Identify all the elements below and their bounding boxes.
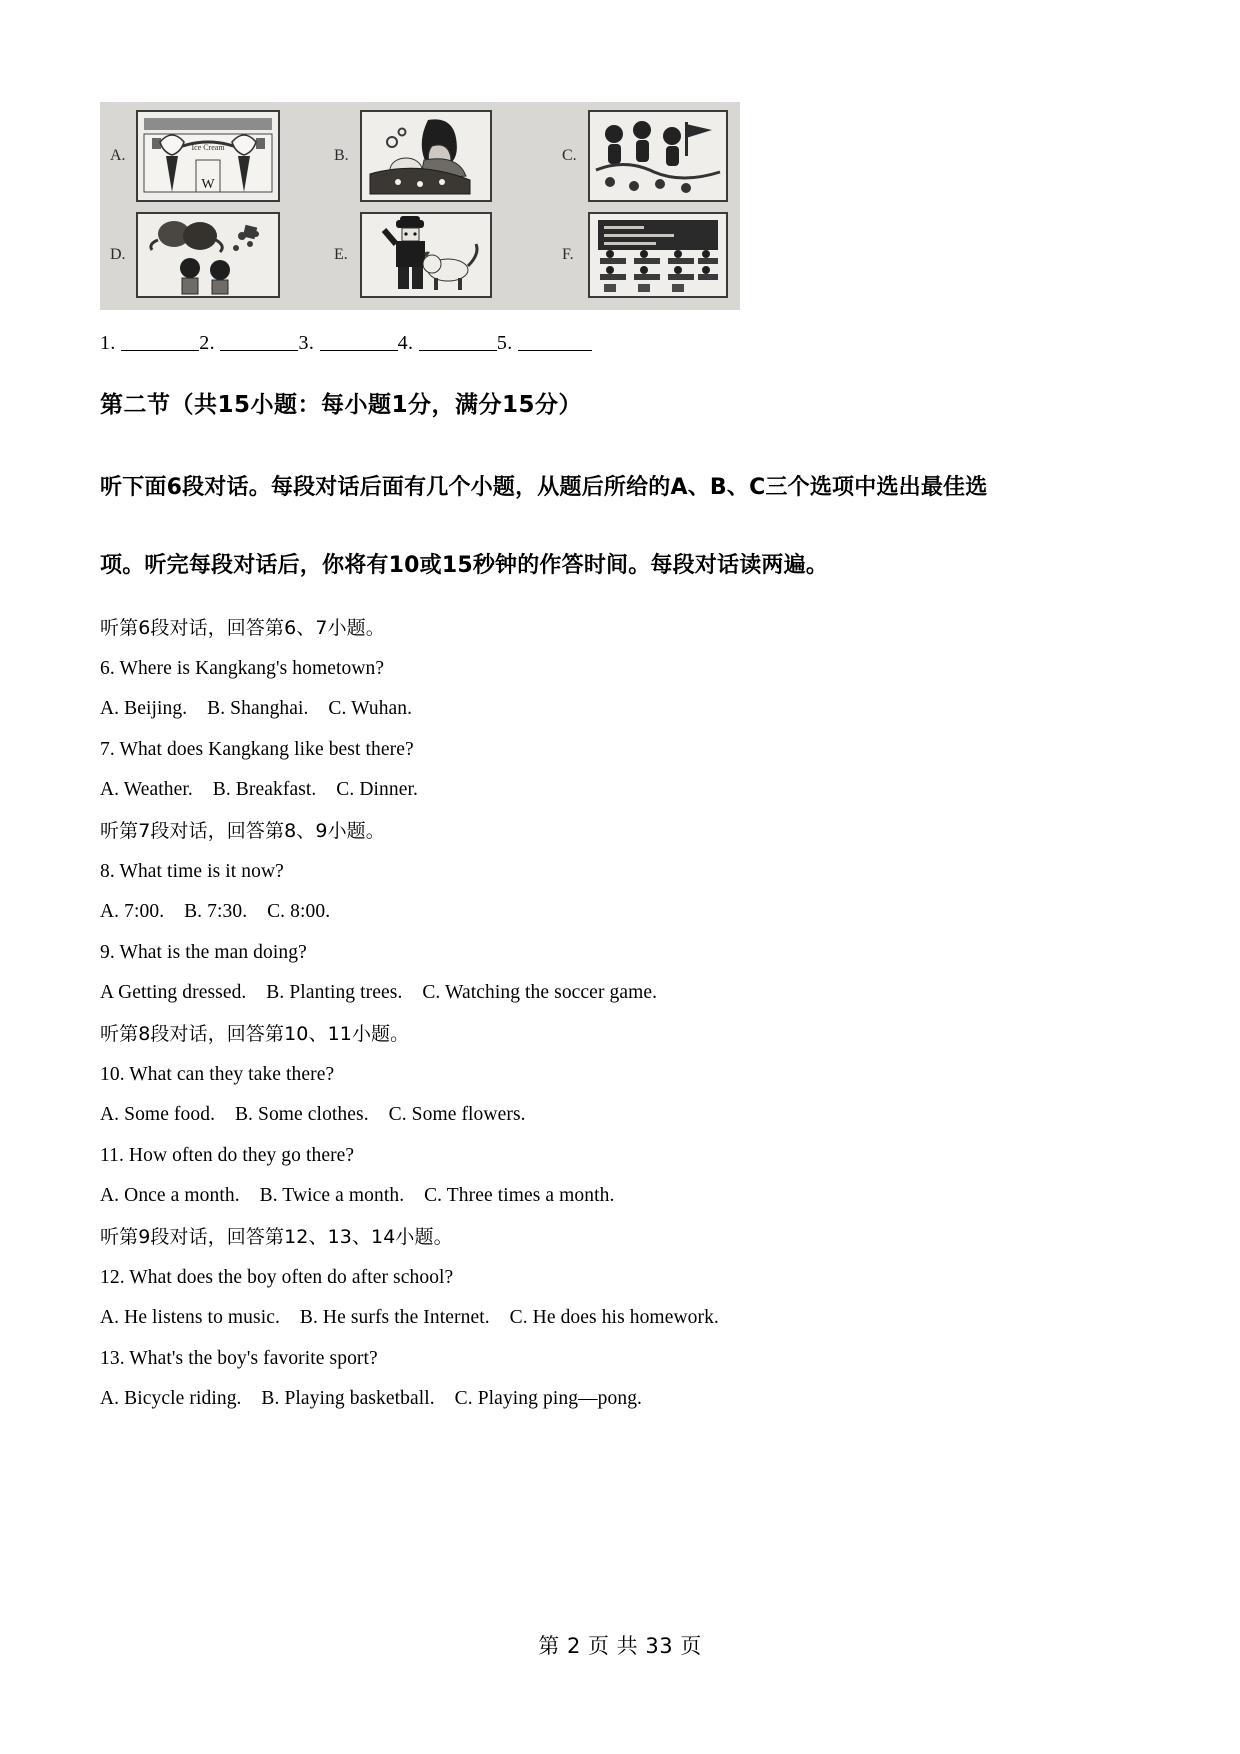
classroom-picture xyxy=(588,212,728,298)
svg-text:Ice Cream: Ice Cream xyxy=(191,143,225,152)
section-heading: 第二节（共15小题：每小题1分，满分15分） xyxy=(100,392,583,418)
question-options-8[interactable]: A. 7:00. B. 7:30. C. 8:00. xyxy=(100,901,331,923)
answer-blank-5[interactable] xyxy=(518,350,592,351)
children-watching-birds-picture xyxy=(136,212,280,298)
listening-instruction-line-2: 项。听完每段对话后，你将有10或15秒钟的作答时间。每段对话读两遍。 xyxy=(100,553,829,578)
picture-label-a: A. xyxy=(110,147,126,164)
picture-matching-strip xyxy=(100,102,740,310)
answer-number-3: 3. xyxy=(298,332,315,354)
picture-option-a xyxy=(108,110,280,202)
page-footer: 第 2 页 共 33 页 xyxy=(538,1634,702,1658)
question-stem-11: 11. How often do they go there? xyxy=(100,1144,355,1166)
listening-direction: 听第6段对话，回答第6、7小题。 xyxy=(100,617,385,639)
answer-blank-4[interactable] xyxy=(419,350,497,351)
picture-option-f xyxy=(560,212,728,298)
mother-caring-sick-child-picture xyxy=(360,110,492,202)
answer-number-4: 4. xyxy=(397,332,414,354)
question-options-9[interactable]: A Getting dressed. B. Planting trees. C. Watching the soccer game. xyxy=(100,982,658,1004)
picture-label-c: C. xyxy=(562,147,577,164)
picture-option-d xyxy=(108,212,280,298)
svg-text:W: W xyxy=(201,177,215,192)
picture-label-b: B. xyxy=(334,147,349,164)
ice-cream-shop-picture xyxy=(136,110,280,202)
picture-grid xyxy=(100,102,740,310)
listening-direction: 听第7段对话，回答第8、9小题。 xyxy=(100,819,385,842)
question-list xyxy=(100,608,1146,1420)
question-stem-7: 7. What does Kangkang like best there? xyxy=(100,738,414,760)
answer-number-2: 2. xyxy=(199,332,216,354)
question-options-6[interactable]: A. Beijing. B. Shanghai. C. Wuhan. xyxy=(100,698,413,720)
listening-instruction-line-1: 听下面6段对话。每段对话后面有几个小题，从题后所给的A、B、C三个选项中选出最佳选 xyxy=(100,475,988,500)
answer-blanks-line xyxy=(100,332,592,355)
children-playing-picture xyxy=(588,110,728,202)
answer-blank-1[interactable] xyxy=(121,350,199,351)
picture-option-e xyxy=(332,212,492,298)
question-stem-6: 6. Where is Kangkang's hometown? xyxy=(100,657,385,679)
question-options-10[interactable]: A. Some food. B. Some clothes. C. Some flowers. xyxy=(100,1104,526,1126)
picture-label-f: F. xyxy=(562,246,574,263)
policeman-with-dog-picture xyxy=(360,212,492,298)
answer-blank-3[interactable] xyxy=(320,350,398,351)
listening-direction: 听第8段对话，回答第10、11小题。 xyxy=(100,1022,410,1045)
question-stem-13: 13. What's the boy's favorite sport? xyxy=(100,1347,378,1369)
picture-label-d: D. xyxy=(110,246,126,263)
answer-number-5: 5. xyxy=(496,332,513,354)
question-stem-10: 10. What can they take there? xyxy=(100,1063,335,1085)
question-stem-9: 9. What is the man doing? xyxy=(100,941,307,963)
picture-label-e: E. xyxy=(334,246,348,263)
question-options-7[interactable]: A. Weather. B. Breakfast. C. Dinner. xyxy=(100,779,418,801)
question-options-12[interactable]: A. He listens to music. B. He surfs the Internet. C. He does his homework. xyxy=(100,1307,719,1329)
listening-direction: 听第9段对话，回答第12、13、14小题。 xyxy=(100,1225,453,1248)
question-stem-8: 8. What time is it now? xyxy=(100,860,284,882)
question-stem-12: 12. What does the boy often do after school? xyxy=(100,1266,454,1288)
question-options-11[interactable]: A. Once a month. B. Twice a month. C. Three times a month. xyxy=(100,1185,615,1207)
picture-option-b xyxy=(332,110,492,202)
question-options-13[interactable]: A. Bicycle riding. B. Playing basketball. C. Playing ping—pong. xyxy=(100,1388,643,1410)
answer-number-1: 1. xyxy=(100,332,116,354)
answer-blank-2[interactable] xyxy=(220,350,298,351)
picture-option-c xyxy=(560,110,728,202)
